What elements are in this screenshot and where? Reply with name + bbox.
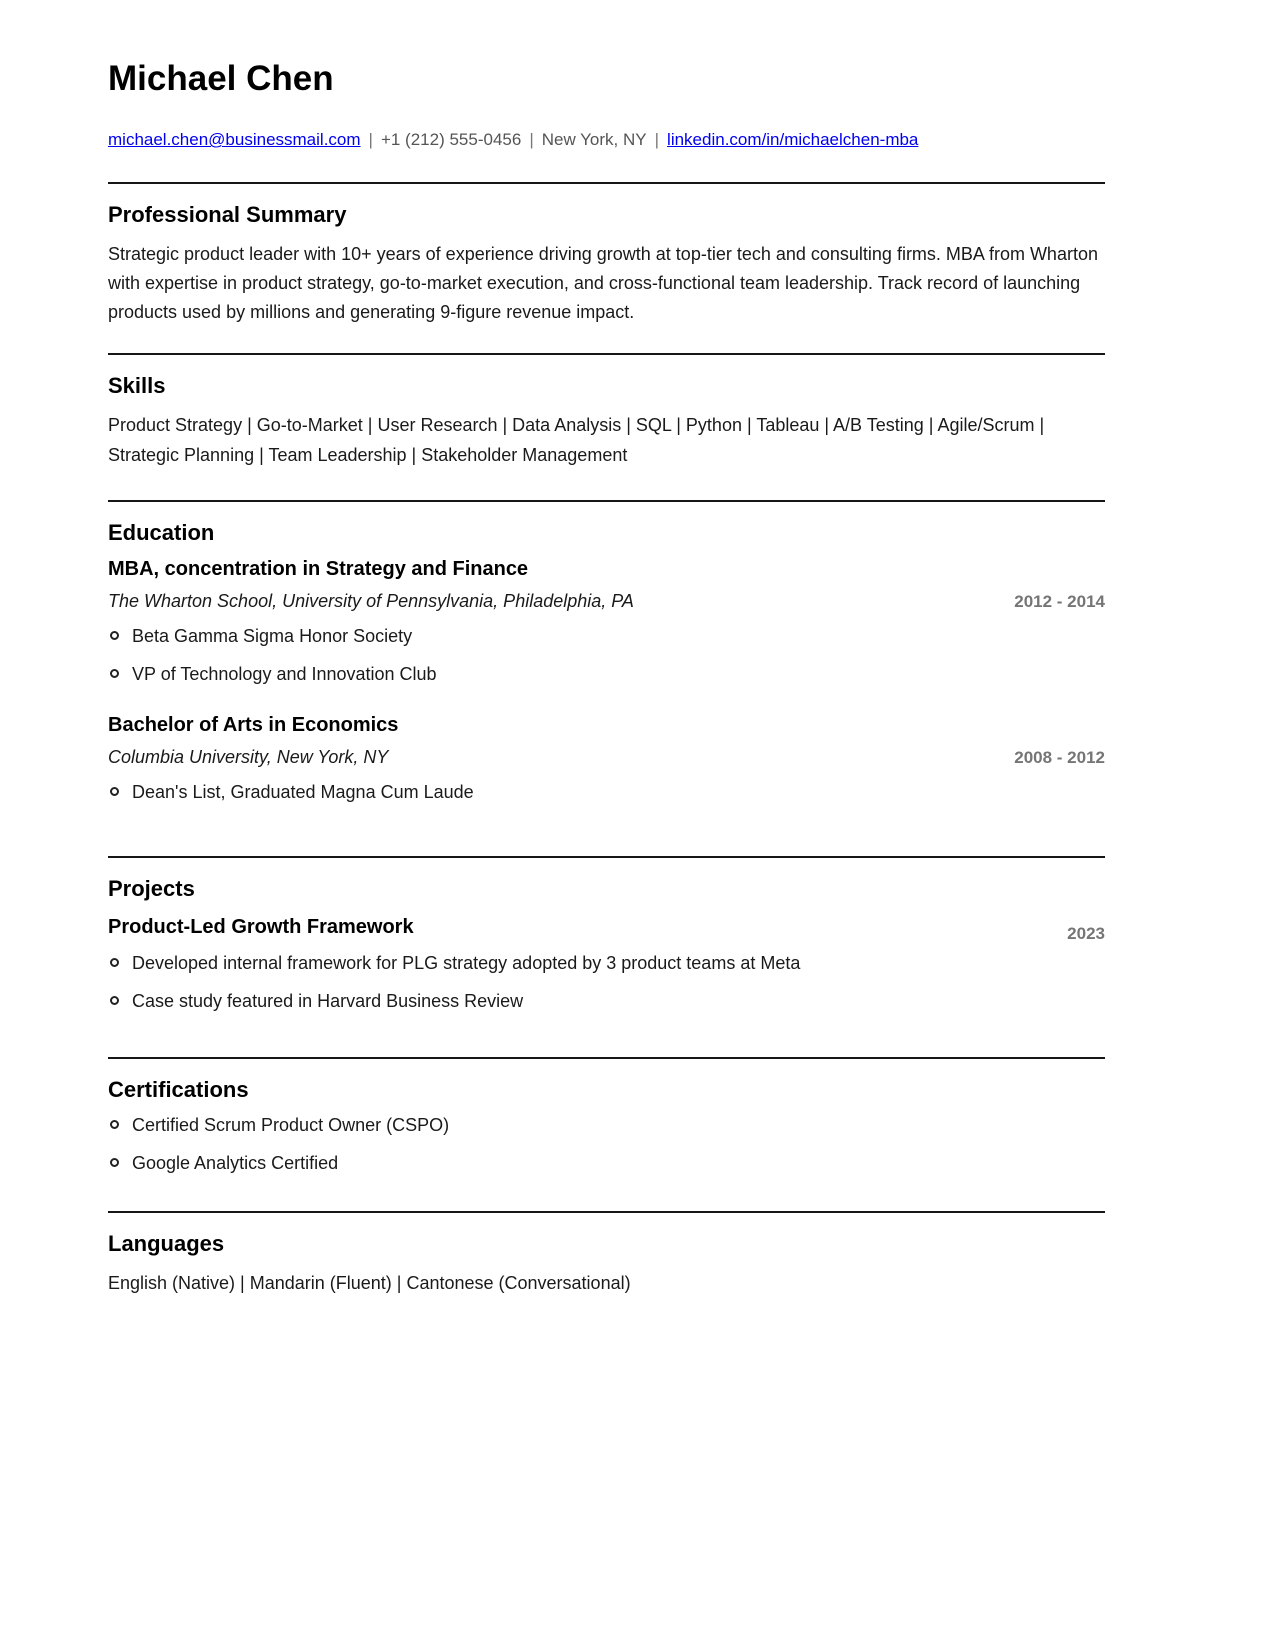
location-text: New York, NY <box>541 130 647 149</box>
section-title-skills: Skills <box>108 373 166 399</box>
section-title-projects: Projects <box>108 875 195 901</box>
languages-text: English (Native) | Mandarin (Fluent) | Cantonese (Conversational) <box>108 1272 631 1293</box>
certification-bullets <box>108 1115 1105 1175</box>
section-title-languages: Languages <box>108 1230 225 1256</box>
institution-text: Columbia University, New York, NY <box>108 746 389 767</box>
date-range: 2012 - 2014 <box>1014 591 1105 611</box>
project-entry-plg <box>108 914 1105 1013</box>
section-title-certifications: Certifications <box>108 1076 249 1102</box>
email-link[interactable]: michael.chen@businessmail.com <box>108 130 361 149</box>
project-bullets <box>108 953 1105 1013</box>
institution-text: The Wharton School, University of Pennsylvania, Philadelphia, PA <box>108 590 634 611</box>
education-bullets <box>108 626 1105 686</box>
section-education <box>108 500 1105 804</box>
bullet-item: Developed internal framework for PLG strategy adopted by 3 product teams at Meta <box>132 953 1105 975</box>
bullet-item: VP of Technology and Innovation Club <box>132 664 1105 686</box>
project-title: Product-Led Growth Framework <box>108 915 414 938</box>
bullet-item: Dean's List, Graduated Magna Cum Laude <box>132 782 1105 804</box>
bullet-item: Case study featured in Harvard Business Review <box>132 991 1105 1013</box>
skills-text: Product Strategy | Go-to-Market | User Research | Data Analysis | SQL | Python | Tableau | A/B Testing | Agile/Scrum | Strategic Planning | Team Leadership | Stakeholder Management <box>108 415 1045 465</box>
institution-row <box>108 591 1105 612</box>
education-entry-mba <box>108 558 1105 686</box>
resume-name: Michael Chen <box>108 59 334 98</box>
contact-separator: | <box>654 130 660 149</box>
section-title-education: Education <box>108 519 215 545</box>
degree-title: MBA, concentration in Strategy and Finance <box>108 557 529 580</box>
section-certifications <box>108 1057 1105 1175</box>
phone-text: +1 (212) 555-0456 <box>380 130 522 149</box>
education-bullets <box>108 782 1105 804</box>
degree-title: Bachelor of Arts in Economics <box>108 713 399 736</box>
section-professional-summary <box>108 182 1105 327</box>
date-range: 2008 - 2012 <box>1014 747 1105 767</box>
section-skills <box>108 353 1105 469</box>
bullet-item: Certified Scrum Product Owner (CSPO) <box>132 1115 1105 1137</box>
linkedin-link[interactable]: linkedin.com/in/michaelchen-mba <box>667 130 919 149</box>
contact-line <box>108 130 1105 150</box>
section-title-professional-summary: Professional Summary <box>108 202 347 227</box>
section-projects <box>108 856 1105 1013</box>
project-title-row <box>108 914 1105 949</box>
institution-row <box>108 747 1105 768</box>
date-range: 2023 <box>1067 923 1105 943</box>
section-languages <box>108 1211 1105 1298</box>
bullet-item: Google Analytics Certified <box>132 1153 1105 1175</box>
education-entry-ba <box>108 714 1105 804</box>
bullet-item: Beta Gamma Sigma Honor Society <box>132 626 1105 648</box>
summary-text: Strategic product leader with 10+ years of experience driving growth at top-tier tech and consulting firms. MBA from Wharton with expertise in product strategy, go-to-market execution, and cross-functional team leadership. Track record of launching products used by millions and generating 9-figure revenue impact. <box>108 244 1098 323</box>
contact-separator: | <box>368 130 373 149</box>
contact-separator: | <box>529 130 534 149</box>
